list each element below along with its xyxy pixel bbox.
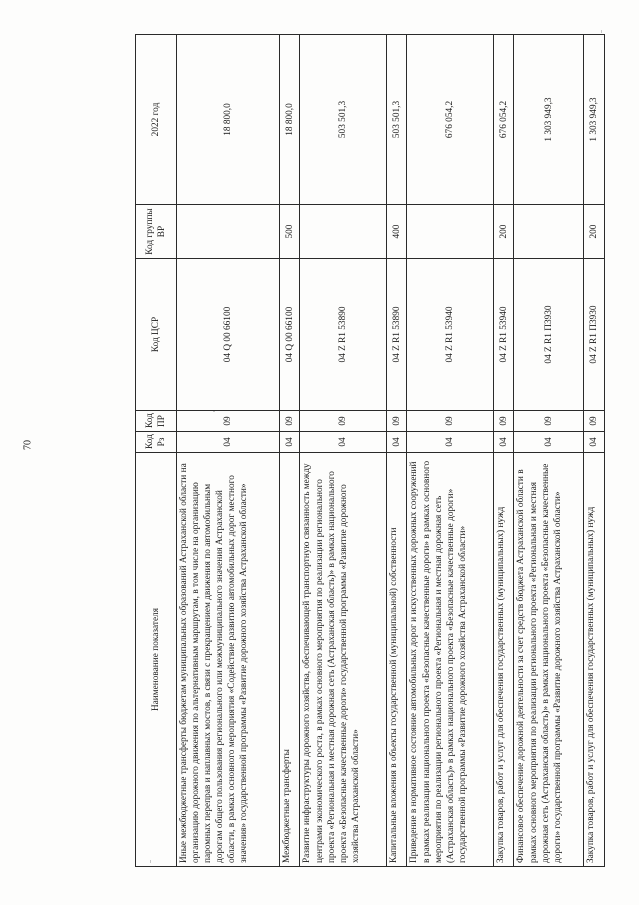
table-row [584, 35, 605, 867]
row-name: Закупка товаров, работ и услуг для обеспечения государственных (муниципальных) нужд [493, 453, 514, 867]
row-pr: 09 [386, 411, 407, 432]
table-row [386, 35, 407, 867]
row-rz: 04 [493, 432, 514, 453]
row-amount: 18 800,0 [177, 35, 280, 205]
row-vr [177, 205, 280, 259]
header-pr: Код ПР [136, 411, 177, 432]
table-row [514, 35, 584, 867]
table-row [300, 35, 386, 867]
row-pr: 09 [177, 411, 280, 432]
budget-table [135, 34, 605, 867]
table-row [177, 35, 280, 867]
header-year: 2022 год [136, 35, 177, 205]
row-vr: 200 [584, 205, 605, 259]
row-rz: 04 [279, 432, 300, 453]
row-csr: 04 Q 00 66100 [279, 259, 300, 411]
row-csr: 04 Z R1 53940 [407, 259, 493, 411]
row-rz: 04 [177, 432, 280, 453]
row-vr [514, 205, 584, 259]
row-vr: 400 [386, 205, 407, 259]
row-csr: 04 Z R1 53890 [300, 259, 386, 411]
row-pr: 09 [514, 411, 584, 432]
row-amount: 676 054,2 [493, 35, 514, 205]
row-csr: 04 Z R1 П3930 [514, 259, 584, 411]
row-pr: 09 [279, 411, 300, 432]
row-amount: 1 303 949,3 [514, 35, 584, 205]
table-row [493, 35, 514, 867]
page-number: 70 [22, 440, 34, 450]
row-pr: 09 [300, 411, 386, 432]
table-header-row [136, 35, 177, 867]
row-vr: 200 [493, 205, 514, 259]
header-rz: Код Рз [136, 432, 177, 453]
row-amount: 676 054,2 [407, 35, 493, 205]
row-name: Межбюджетные трансферты [279, 453, 300, 867]
row-name: Приведение в нормативное состояние автомобильных дорог и искусственных дорожных сооружений в рамках реализации национального проекта «Безопасные качественные дороги» в рамках основного мероприятия по реализации регионального проекта «Региональная и местная дорожная сеть (Астраханская область)» в рамках национального проекта «Безопасные качественные дороги» государственной программы «Развитие дорожного хозяйства Астраханской области» [407, 453, 493, 867]
rotated-table-wrapper [135, 35, 605, 867]
row-amount: 1 303 949,3 [584, 35, 605, 205]
header-vr: Код группы ВР [136, 205, 177, 259]
row-amount: 18 800,0 [279, 35, 300, 205]
row-csr: 04 Z R1 53940 [493, 259, 514, 411]
row-rz: 04 [407, 432, 493, 453]
row-name: Развитие инфраструктуры дорожного хозяйства, обеспечивающей транспортную связанность между центрами экономического роста, в рамках основного мероприятия по реализации регионального проекта «Региональная и местная дорожная сеть (Астраханская область)» в рамках национального проекта «Безопасные качественные дороги» государственной программы «Развитие дорожного хозяйства Астраханской области» [300, 453, 386, 867]
table-row [279, 35, 300, 867]
row-csr: 04 Z R1 П3930 [584, 259, 605, 411]
row-name: Иные межбюджетные трансферты бюджетам муниципальных образований Астраханской области на организацию дорожного движения по альтернативным маршрутам, в том числе на организацию паромных переправ и наплавных мостов, в связи с прекращением движения по автомобильным дорогам общего пользования регионального или межмуниципального значения Астраханской области, в рамках основного мероприятия «Содействие развитию автомобильных дорог местного значения» государственной программы «Развитие дорожного хозяйства Астраханской области» [177, 453, 280, 867]
row-name: Финансовое обеспечение дорожной деятельности за счет средств бюджета Астраханской области в рамках основного мероприятия по реализации регионального проекта «Региональная и местная дорожная сеть (Астраханская область)» в рамках национального проекта «Безопасные качественные дороги» государственной программы «Развитие дорожного хозяйства Астраханской области» [514, 453, 584, 867]
row-vr [300, 205, 386, 259]
row-rz: 04 [514, 432, 584, 453]
row-vr [407, 205, 493, 259]
row-pr: 09 [493, 411, 514, 432]
row-rz: 04 [584, 432, 605, 453]
row-rz: 04 [300, 432, 386, 453]
row-amount: 503 501,3 [300, 35, 386, 205]
margin-mark [601, 30, 602, 33]
row-amount: 503 501,3 [386, 35, 407, 205]
row-pr: 09 [407, 411, 493, 432]
table-row [407, 35, 493, 867]
row-name: Закупка товаров, работ и услуг для обеспечения государственных (муниципальных) нужд [584, 453, 605, 867]
row-csr: 04 Q 00 66100 [177, 259, 280, 411]
row-pr: 09 [584, 411, 605, 432]
row-csr: 04 Z R1 53890 [386, 259, 407, 411]
header-name: Наименование показателя [136, 453, 177, 867]
row-rz: 04 [386, 432, 407, 453]
row-name: Капитальные вложения в объекты государственной (муниципальной) собственности [386, 453, 407, 867]
row-vr: 500 [279, 205, 300, 259]
header-csr: Код ЦСР [136, 259, 177, 411]
